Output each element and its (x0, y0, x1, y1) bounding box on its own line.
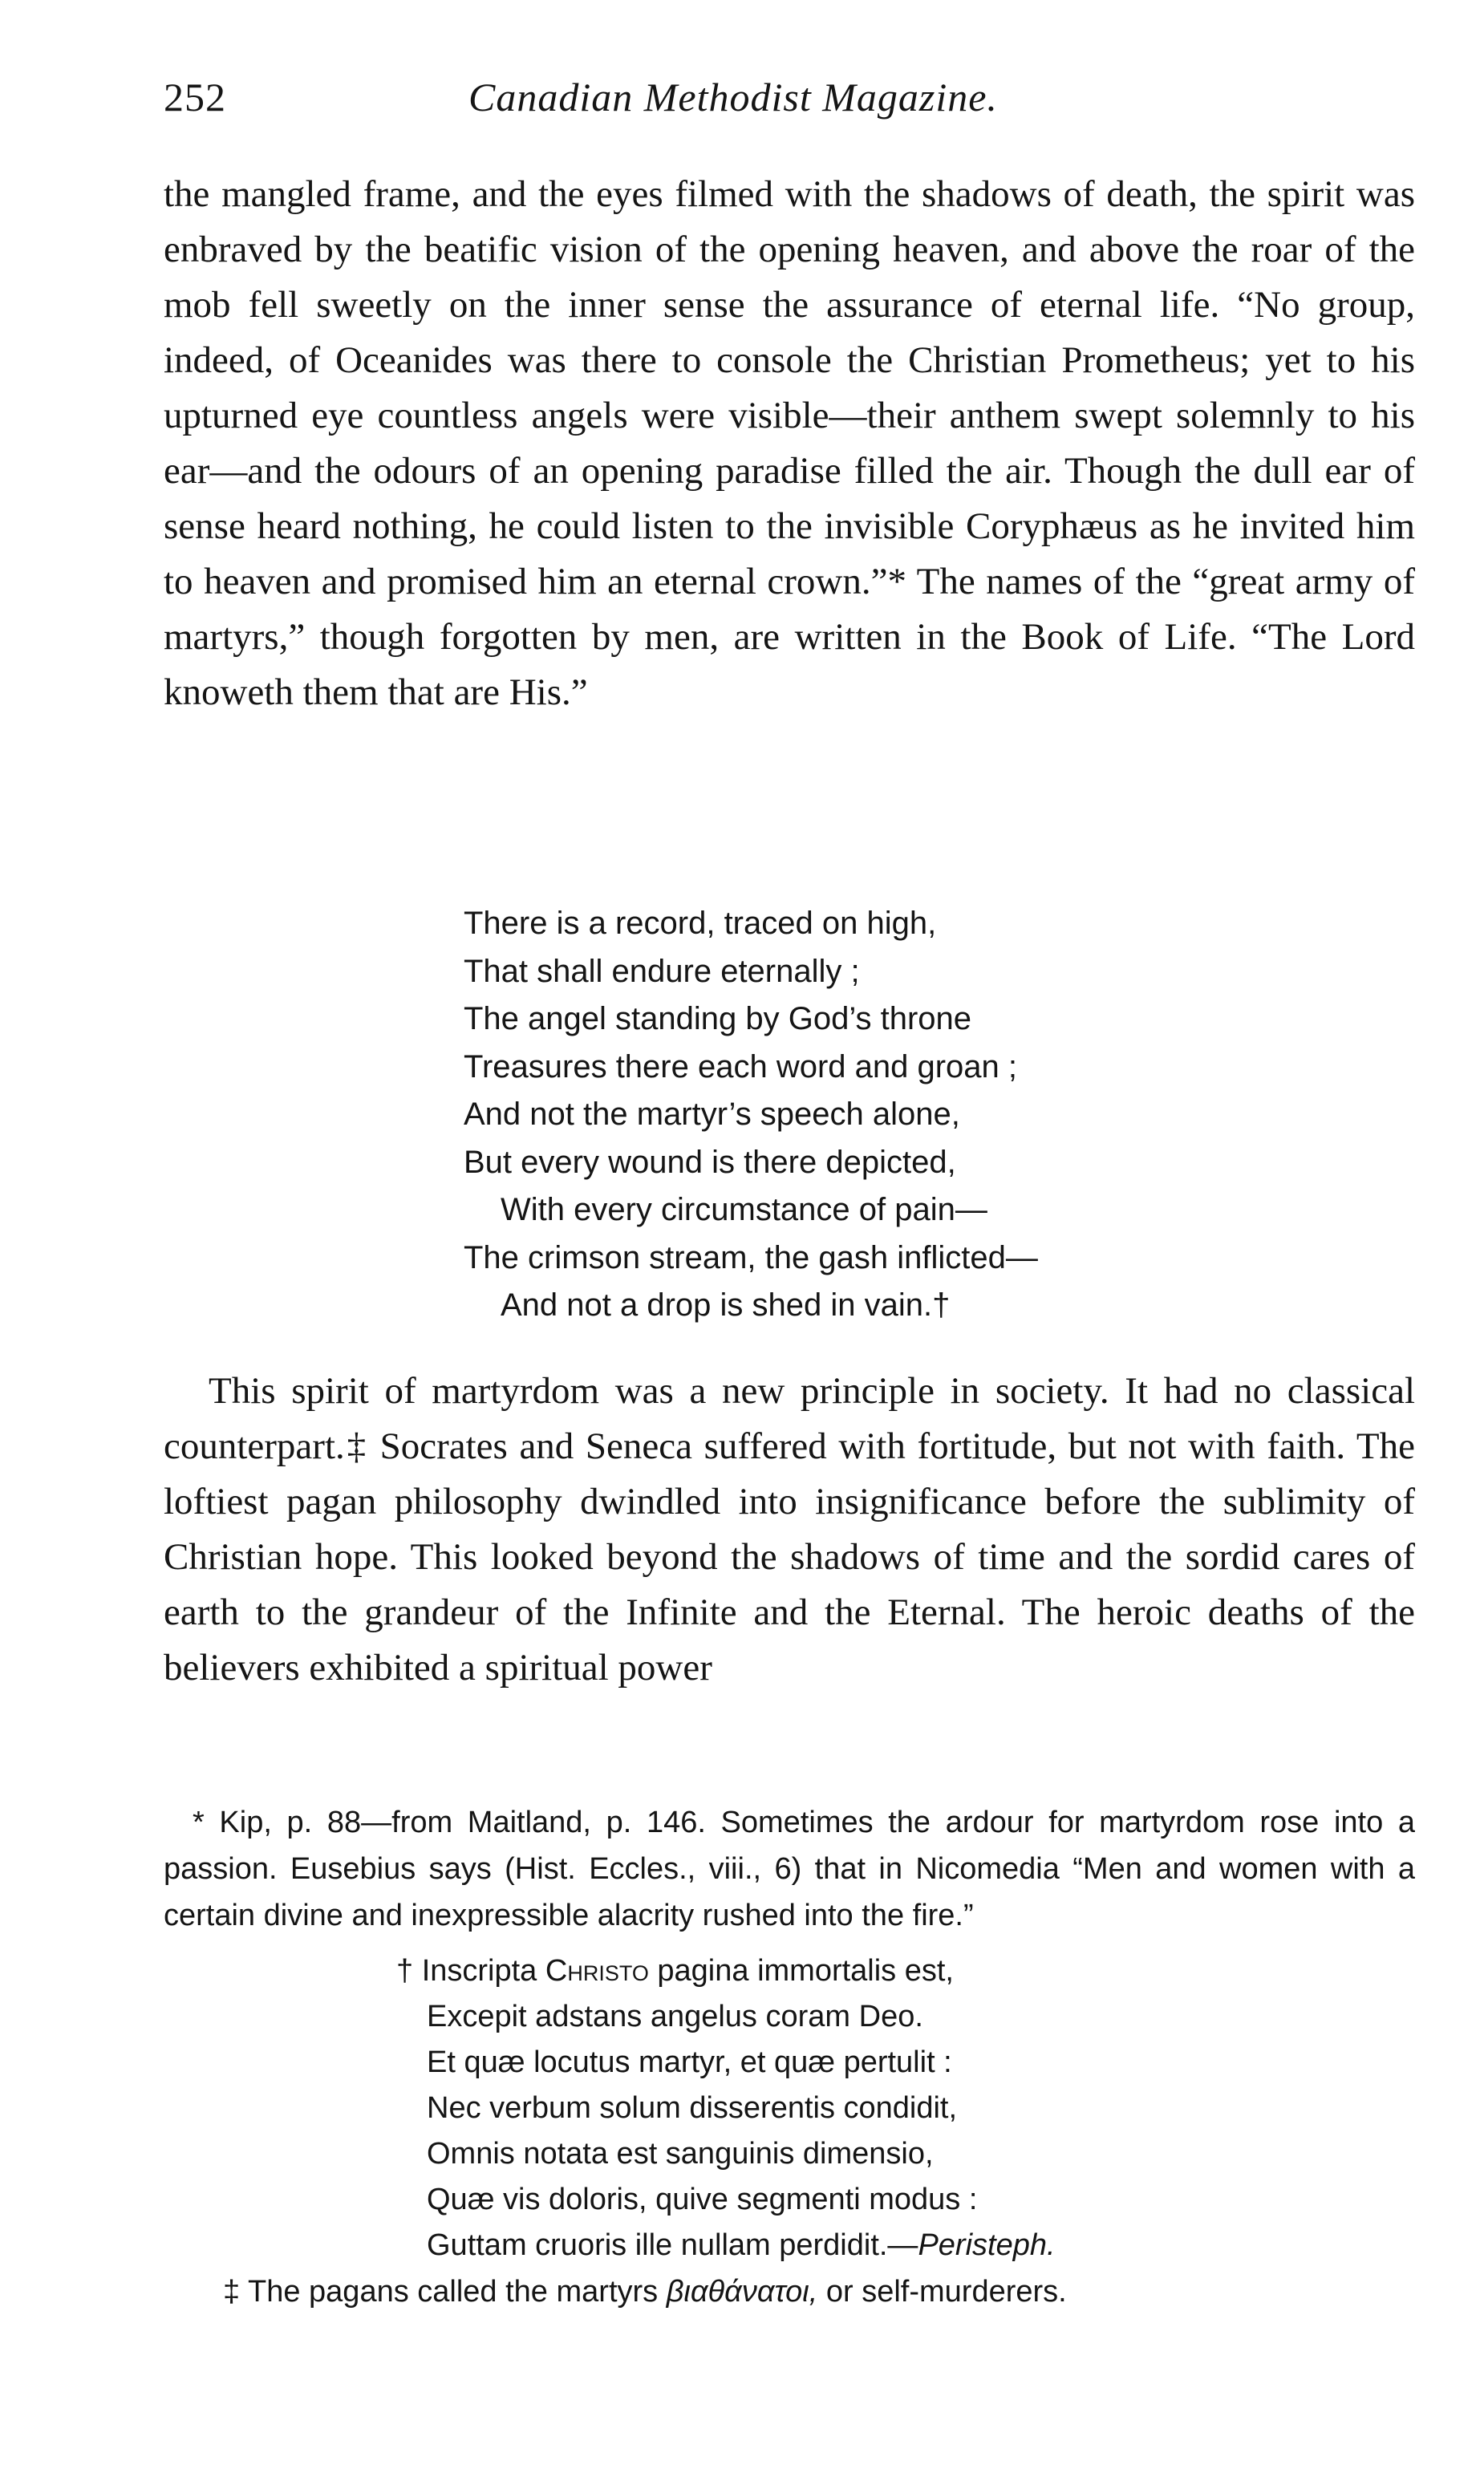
footnote-text: ‡ The pagans called the martyrs (223, 2275, 667, 2309)
latin-line (164, 2177, 1415, 2223)
page-header (164, 74, 1415, 130)
latin-text: pagina immortalis est, (648, 1954, 954, 1988)
latin-text: Guttam cruoris ille nullam perdidit.— (427, 2228, 918, 2262)
footnote-pagans (164, 2268, 1415, 2315)
verse-line: And not the martyr’s speech alone, (464, 1097, 960, 1132)
verse-line: The crimson stream, the gash inflicted— (464, 1239, 1038, 1275)
footnotes (164, 1799, 1415, 2315)
verse-line: But every wound is there depicted, (464, 1144, 956, 1180)
latin-line: Excepit adstans angelus coram Deo. (427, 2000, 923, 2033)
latin-line (164, 2223, 1415, 2268)
source-citation: Peristeph. (918, 2228, 1056, 2262)
footnote-text: or self-murderers. (817, 2275, 1067, 2309)
verse-block (464, 900, 1038, 1330)
verse-line: That shall endure eternally ; (464, 953, 860, 989)
verse-line: The angel standing by God’s throne (464, 1001, 972, 1036)
latin-text: Inscripta (421, 1954, 545, 1988)
dagger-mark: † (396, 1954, 414, 1988)
greek-word: βιαθάνατοι, (666, 2275, 818, 2309)
verse-line: Treasures there each word and groan ; (464, 1048, 1018, 1084)
latin-line: Nec verbum solum disserentis condidit, (427, 2091, 958, 2125)
body-paragraph-2: This spirit of martyrdom was a new principle in society. It had no classical counterpart.‡ Socrates and Seneca suffered with fortitude, but not with faith. The loftiest pagan philosophy dwindled into insignificance before the sublimity of Christian hope. This looked beyond the shadows of time and the sordid cares of earth to the grandeur of the Infinite and the Eternal. The heroic deaths of the believers exhibited a spiritual power (164, 1370, 1415, 1689)
christo-word: Christo (545, 1954, 649, 1988)
body-paragraph-1: the mangled frame, and the eyes filmed with the shadows of death, the spirit was enbraved by the beatific vision of the opening heaven, and above the roar of the mob fell sweetly on the inner sense the assurance of eternal life. “No group, indeed, of Oceanides was there to console the Christian Prometheus; yet to his upturned eye countless angels were visible—their anthem swept solemnly to his ear—and the odours of an opening paradise filled the air. Though the dull ear of sense heard nothing, he could listen to the invisible Coryphæus as he invited him to heaven and promised him an eternal crown.”* The names of the “great army of martyrs,” though forgotten by men, are written in the Book of Life. “The Lord knoweth them that are His.” (164, 173, 1415, 713)
verse-line: And not a drop is shed in vain.† (501, 1287, 951, 1323)
latin-text: Quæ vis doloris, quive segmenti modus : (427, 2183, 978, 2216)
latin-verse (164, 1948, 1415, 2268)
verse-line: With every circumstance of pain— (501, 1192, 987, 1227)
page-number: 252 (164, 75, 226, 120)
latin-line: Omnis notata est sanguinis dimensio, (427, 2137, 934, 2171)
latin-line (164, 1948, 1415, 1994)
footnote-kip: * Kip, p. 88—from Maitland, p. 146. Sometimes the ardour for martyrdom rose into a passion. Eusebius says (Hist. Eccles., viii., 6) that in Nicomedia “Men and women with a certain divine and inexpressible alacrity rushed into the fire.” (164, 1806, 1415, 1932)
latin-line: Et quæ locutus martyr, et quæ pertulit : (427, 2045, 952, 2079)
verse-line: There is a record, traced on high, (464, 906, 937, 941)
running-title: Canadian Methodist Magazine. (468, 75, 998, 120)
